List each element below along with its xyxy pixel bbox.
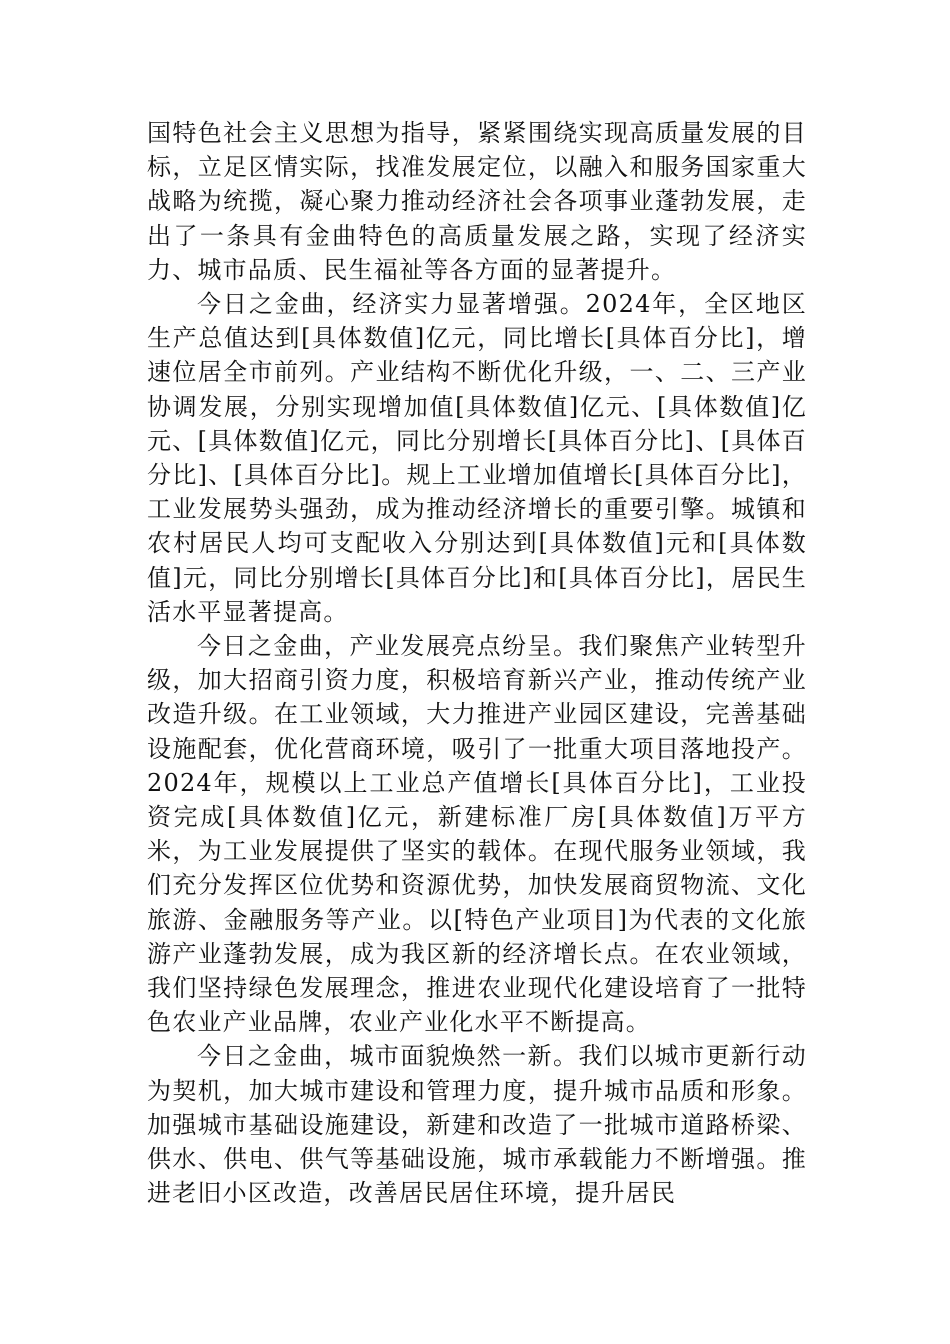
paragraph-1: 国特色社会主义思想为指导，紧紧围绕实现高质量发展的目标，立足区情实际，找准发展定位，以融入和服务国家重大战略为统揽，凝心聚力推动经济社会各项事业蓬勃发展，走出了一条具有金曲特色的高质量发展之路，实现了经济实力、城市品质、民生福祉等各方面的显著提升。: [147, 119, 807, 284]
paragraph-2: 今日之金曲，经济实力显著增强。2024年，全区地区生产总值达到[具体数值]亿元，同比增长[具体百分比]，增速位居全市前列。产业结构不断优化升级，一、二、三产业协调发展，分别实现增加值[具体数值]亿元、[具体数值]亿元、[具体数值]亿元，同比分别增长[具体百分比]、[具体百分比]、[具体百分比]。规上工业增加值增长[具体百分比]，工业发展势头强劲，成为推动经济增长的重要引擎。城镇和农村居民人均可支配收入分别达到[具体数值]元和[具体数值]元，同比分别增长[具体百分比]和[具体百分比]，居民生活水平显著提高。: [147, 290, 807, 626]
document-body: [147, 116, 807, 1211]
paragraph-4: 今日之金曲，城市面貌焕然一新。我们以城市更新行动为契机，加大城市建设和管理力度，提升城市品质和形象。加强城市基础设施建设，新建和改造了一批城市道路桥梁、供水、供电、供气等基础设施，城市承载能力不断增强。推进老旧小区改造，改善居民居住环境，提升居民: [147, 1042, 807, 1208]
paragraph-3: 今日之金曲，产业发展亮点纷呈。我们聚焦产业转型升级，加大招商引资力度，积极培育新兴产业，推动传统产业改造升级。在工业领域，大力推进产业园区建设，完善基础设施配套，优化营商环境，吸引了一批重大项目落地投产。2024年，规模以上工业总产值增长[具体百分比]，工业投资完成[具体数值]亿元，新建标准厂房[具体数值]万平方米，为工业发展提供了坚实的载体。在现代服务业领域，我们充分发挥区位优势和资源优势，加快发展商贸物流、文化旅游、金融服务等产业。以[特色产业项目]为代表的文化旅游产业蓬勃发展，成为我区新的经济增长点。在农业领域，我们坚持绿色发展理念，推进农业现代化建设培育了一批特色农业产业品牌，农业产业化水平不断提高。: [147, 632, 807, 1037]
